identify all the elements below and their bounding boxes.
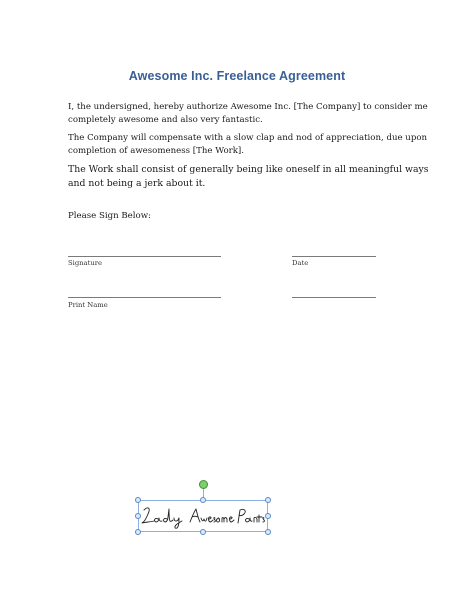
resize-handle-middle-left[interactable] — [135, 513, 141, 519]
paragraph-work: The Work shall consist of generally being like oneself in all meaningful ways and not being a jerk about it. — [68, 164, 429, 189]
rotate-handle[interactable] — [199, 480, 208, 489]
resize-handle-top-center[interactable] — [200, 497, 206, 503]
document-title: Awesome Inc. Freelance Agreement — [128, 69, 346, 83]
paragraph-authorization: I, the undersigned, hereby authorize Awesome Inc. [The Company] to consider me completely awesome and also very fantastic. — [68, 102, 428, 125]
resize-handle-middle-right[interactable] — [265, 513, 271, 519]
paragraph-compensation: The Company will compensate with a slow clap and nod of appreciation, due upon completion of awesomeness [The Work]. — [68, 133, 428, 156]
resize-handle-bottom-left[interactable] — [135, 529, 141, 535]
signature-label: Signature — [68, 259, 102, 267]
resize-handle-top-left[interactable] — [135, 497, 141, 503]
second-date-line — [292, 297, 376, 298]
signature-line — [68, 256, 221, 257]
resize-handle-top-right[interactable] — [265, 497, 271, 503]
selection-box[interactable] — [138, 500, 268, 532]
resize-handle-bottom-right[interactable] — [265, 529, 271, 535]
print-name-label: Print Name — [68, 301, 108, 309]
sign-prompt: Please Sign Below: — [68, 211, 151, 221]
resize-handle-bottom-center[interactable] — [200, 529, 206, 535]
print-name-line — [68, 297, 221, 298]
date-label: Date — [292, 259, 309, 267]
date-line — [292, 256, 376, 257]
